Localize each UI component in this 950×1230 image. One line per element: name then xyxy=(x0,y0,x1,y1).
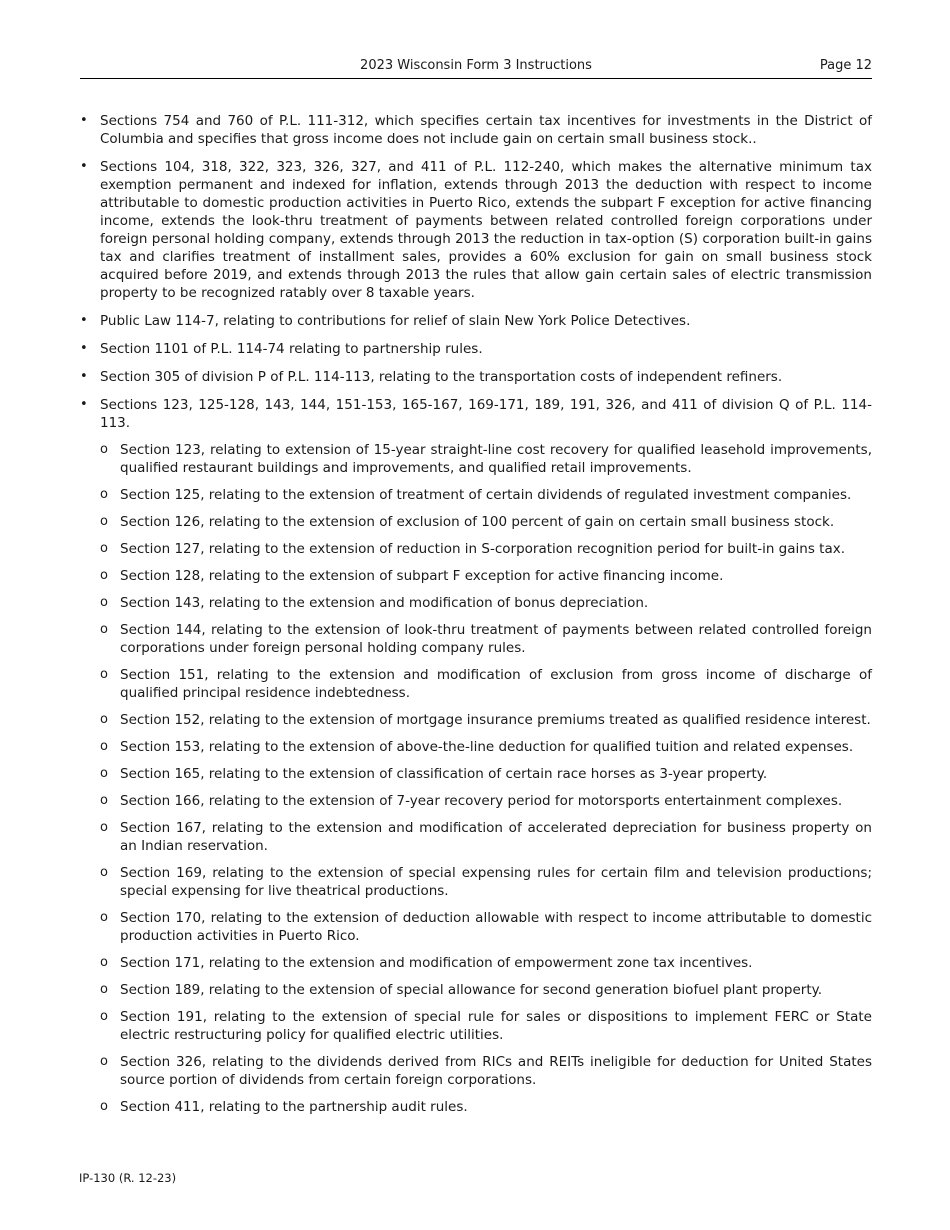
sub-list-item xyxy=(100,513,872,531)
list-item-text: Section 1101 of P.L. 114-74 relating to partnership rules. xyxy=(100,341,483,357)
sub-list-item-text: Section 411, relating to the partnership audit rules. xyxy=(120,1099,468,1115)
circle-bullet-icon: o xyxy=(100,541,108,556)
sub-list-item xyxy=(100,666,872,702)
sub-list-item-text: Section 143, relating to the extension and modification of bonus depreciation. xyxy=(120,595,649,611)
bullet-icon: • xyxy=(80,113,88,128)
circle-bullet-icon: o xyxy=(100,739,108,754)
document-body xyxy=(79,112,872,1126)
sub-list-item xyxy=(100,819,872,855)
sub-list-item-text: Section 123, relating to extension of 15-year straight-line cost recovery for qualified leasehold improvements, qualified restaurant buildings and improvements, and qualified retail improvements. xyxy=(120,442,872,476)
circle-bullet-icon: o xyxy=(100,568,108,583)
sub-list-item-text: Section 191, relating to the extension of special rule for sales or dispositions to implement FERC or State electric restructuring policy for qualified electric utilities. xyxy=(120,1009,872,1043)
main-list xyxy=(79,112,872,1116)
page-footer xyxy=(79,1170,176,1186)
bullet-icon: • xyxy=(80,397,88,412)
page-number: Page 12 xyxy=(819,58,872,73)
sub-list-item xyxy=(100,954,872,972)
circle-bullet-icon: o xyxy=(100,1099,108,1114)
circle-bullet-icon: o xyxy=(100,865,108,880)
sub-list-item xyxy=(100,864,872,900)
sub-list-item-text: Section 167, relating to the extension and modification of accelerated depreciation for business property on an Indian reservation. xyxy=(120,820,872,854)
sub-list-item xyxy=(100,981,872,999)
list-item xyxy=(79,340,872,358)
list-item xyxy=(79,368,872,386)
sub-list-item xyxy=(100,486,872,504)
list-item xyxy=(79,396,872,1116)
list-item-text: Sections 754 and 760 of P.L. 111-312, which specifies certain tax incentives for investments in the District of Columbia and specifies that gross income does not include gain on certain small business stock.. xyxy=(100,113,872,147)
circle-bullet-icon: o xyxy=(100,955,108,970)
sub-list-item-text: Section 166, relating to the extension of 7-year recovery period for motorsports entertainment complexes. xyxy=(120,793,843,809)
sub-list-item-text: Section 169, relating to the extension of special expensing rules for certain film and television productions; special expensing for live theatrical productions. xyxy=(120,865,872,899)
sub-list-item xyxy=(100,540,872,558)
sub-list-item-text: Section 125, relating to the extension of treatment of certain dividends of regulated investment companies. xyxy=(120,487,852,503)
sub-list-item-text: Section 326, relating to the dividends derived from RICs and REITs ineligible for deduction for United States source portion of dividends from certain foreign corporations. xyxy=(120,1054,872,1088)
circle-bullet-icon: o xyxy=(100,766,108,781)
sub-list-item xyxy=(100,1098,872,1116)
circle-bullet-icon: o xyxy=(100,712,108,727)
sub-list-item xyxy=(100,594,872,612)
sub-list-item xyxy=(100,567,872,585)
bullet-icon: • xyxy=(80,159,88,174)
circle-bullet-icon: o xyxy=(100,595,108,610)
list-item-text: Sections 123, 125-128, 143, 144, 151-153, 165-167, 169-171, 189, 191, 326, and 411 of division Q of P.L. 114-113. xyxy=(100,397,872,431)
circle-bullet-icon: o xyxy=(100,622,108,637)
list-item xyxy=(79,158,872,302)
list-item xyxy=(79,112,872,148)
sub-list-item-text: Section 171, relating to the extension and modification of empowerment zone tax incentives. xyxy=(120,955,753,971)
sub-list-item xyxy=(100,711,872,729)
circle-bullet-icon: o xyxy=(100,667,108,682)
circle-bullet-icon: o xyxy=(100,1054,108,1069)
sub-list-item-text: Section 151, relating to the extension and modification of exclusion from gross income of discharge of qualified principal residence indebtedness. xyxy=(120,667,872,701)
sub-list-item xyxy=(100,621,872,657)
sub-list-item xyxy=(100,765,872,783)
form-identifier: IP-130 (R. 12-23) xyxy=(79,1171,177,1185)
sub-list-item xyxy=(100,1008,872,1044)
sub-list-item-text: Section 128, relating to the extension of subpart F exception for active financing income. xyxy=(120,568,724,584)
bullet-icon: • xyxy=(80,313,88,328)
sub-list-item xyxy=(100,441,872,477)
sub-list-item-text: Section 165, relating to the extension of classification of certain race horses as 3-year property. xyxy=(120,766,768,782)
bullet-icon: • xyxy=(80,369,88,384)
circle-bullet-icon: o xyxy=(100,793,108,808)
page-header xyxy=(80,56,872,79)
sub-list-item xyxy=(100,1053,872,1089)
circle-bullet-icon: o xyxy=(100,820,108,835)
sub-list-item-text: Section 126, relating to the extension of exclusion of 100 percent of gain on certain small business stock. xyxy=(120,514,835,530)
document-title: 2023 Wisconsin Form 3 Instructions xyxy=(360,58,592,73)
circle-bullet-icon: o xyxy=(100,487,108,502)
circle-bullet-icon: o xyxy=(100,442,108,457)
list-item-text: Sections 104, 318, 322, 323, 326, 327, and 411 of P.L. 112-240, which makes the alternative minimum tax exemption permanent and indexed for inflation, extends through 2013 the deduction with respect to income attributable to domestic production activities in Puerto Rico, extends the subpart F exception for active financing income, extends the look-thru treatment of payments between related controlled foreign corporations under foreign personal holding company, extends through 2013 the reduction in tax-option (S) corporation built-in gains tax and clarifies treatment of installment sales, provides a 60% exclusion for gain on small business stock acquired before 2019, and extends through 2013 the rules that allow gain certain sales of electric transmission property to be recognized ratably over 8 taxable years. xyxy=(100,159,872,301)
circle-bullet-icon: o xyxy=(100,982,108,997)
sub-list-item-text: Section 189, relating to the extension of special allowance for second generation biofuel plant property. xyxy=(120,982,822,998)
sub-list-item-text: Section 144, relating to the extension of look-thru treatment of payments between related controlled foreign corporations under foreign personal holding company rules. xyxy=(120,622,872,656)
sub-list-item xyxy=(100,909,872,945)
bullet-icon: • xyxy=(80,341,88,356)
sub-list-item xyxy=(100,792,872,810)
sub-list-item-text: Section 153, relating to the extension of above-the-line deduction for qualified tuition and related expenses. xyxy=(120,739,854,755)
sub-list-item xyxy=(100,738,872,756)
list-item-text: Public Law 114-7, relating to contributions for relief of slain New York Police Detectives. xyxy=(100,313,691,329)
list-item xyxy=(79,312,872,330)
sub-list-item-text: Section 152, relating to the extension of mortgage insurance premiums treated as qualified residence interest. xyxy=(120,712,871,728)
sub-list xyxy=(100,441,872,1116)
sub-list-item-text: Section 170, relating to the extension of deduction allowable with respect to income attributable to domestic production activities in Puerto Rico. xyxy=(120,910,872,944)
circle-bullet-icon: o xyxy=(100,910,108,925)
circle-bullet-icon: o xyxy=(100,1009,108,1024)
circle-bullet-icon: o xyxy=(100,514,108,529)
sub-list-item-text: Section 127, relating to the extension of reduction in S-corporation recognition period for built-in gains tax. xyxy=(120,541,845,557)
list-item-text: Section 305 of division P of P.L. 114-113, relating to the transportation costs of independent refiners. xyxy=(100,369,783,385)
